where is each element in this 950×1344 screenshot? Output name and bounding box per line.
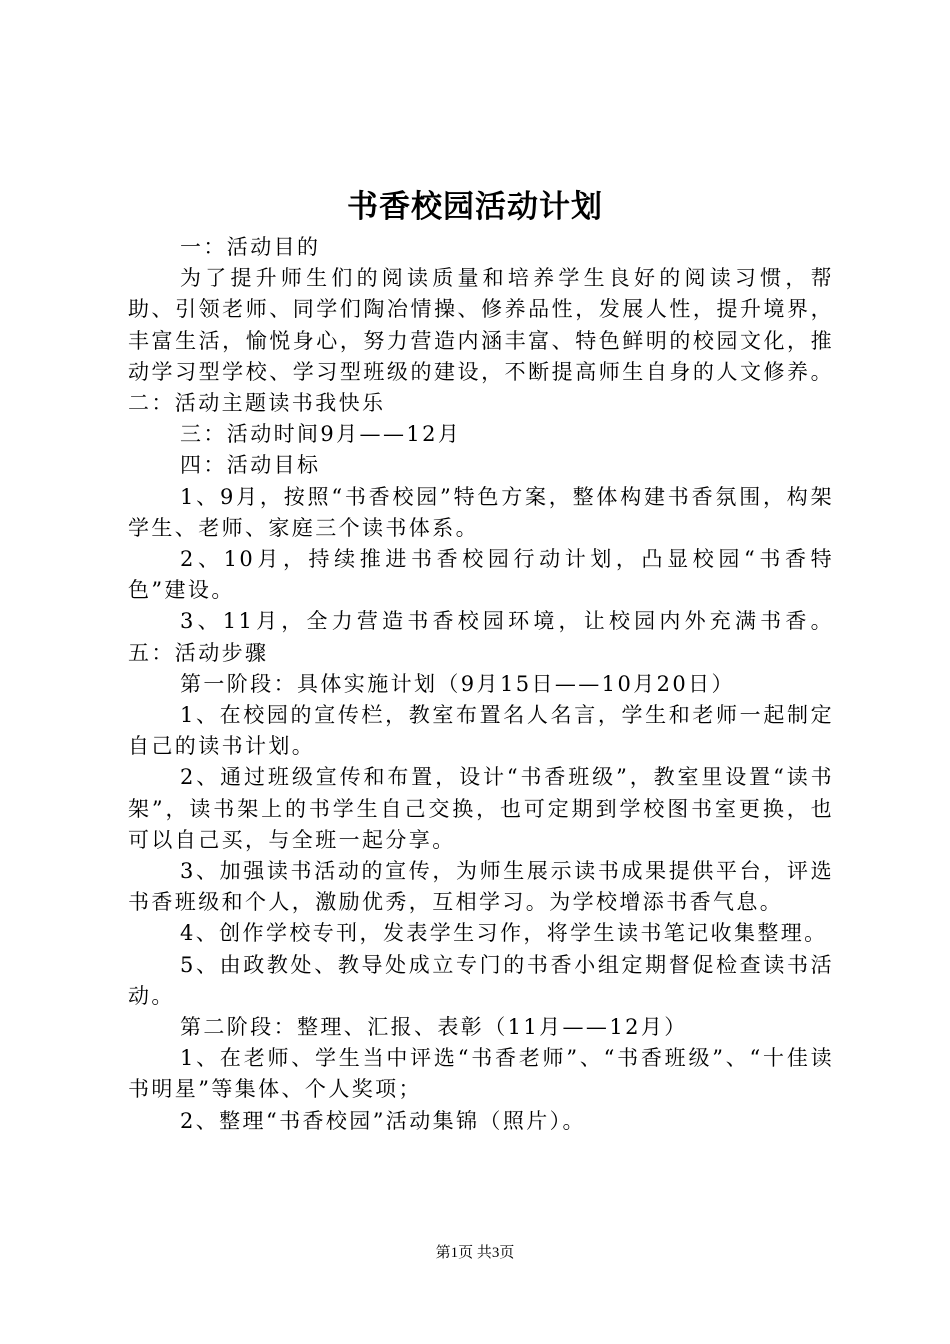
stage-two-item-1: 1、在老师、学生当中评选“书香老师”、“书香班级”、“十佳读书明星”等集体、个人奖项； [128, 1046, 834, 1102]
section-heading-time: 三：活动时间9月——12月 [180, 422, 462, 447]
stage-one-item-3: 3、加强读书活动的宣传，为师生展示读书成果提供平台，评选书香班级和个人，激励优秀，互相学习。为学校增添书香气息。 [128, 859, 834, 915]
stage-one-item-1: 1、在校园的宣传栏，教室布置名人名言，学生和老师一起制定自己的读书计划。 [128, 703, 834, 759]
stage-two-item-2: 2、整理“书香校园”活动集锦（照片）。 [180, 1108, 586, 1133]
goal-item-3: 3、11月，全力营造书香校园环境，让校园内外充满书香。五：活动步骤 [128, 609, 834, 665]
page-footer: 第1页 共3页 [435, 1245, 515, 1261]
stage-one-item-2: 2、通过班级宣传和布置，设计“书香班级”，教室里设置“读书架”，读书架上的书学生自己交换，也可定期到学校图书室更换，也可以自己买，与全班一起分享。 [128, 765, 834, 852]
stage-one-item-4: 4、创作学校专刊，发表学生习作，将学生读书笔记收集整理。 [180, 921, 828, 946]
stage-one-heading: 第一阶段：具体实施计划（9月15日——10月20日） [180, 671, 735, 696]
stage-two-heading: 第二阶段：整理、汇报、表彰（11月——12月） [180, 1015, 688, 1040]
goal-item-2: 2、10月，持续推进书香校园行动计划，凸显校园“书香特色”建设。 [128, 547, 834, 603]
goal-item-1: 1、9月，按照“书香校园”特色方案，整体构建书香氛围，构架学生、老师、家庭三个读书体系。 [128, 484, 834, 540]
section-heading-purpose: 一：活动目的 [180, 235, 321, 259]
document-title: 书香校园活动计划 [347, 189, 603, 225]
section-heading-goals: 四：活动目标 [180, 453, 321, 478]
paragraph-purpose: 为了提升师生们的阅读质量和培养学生良好的阅读习惯，帮助、引领老师、同学们陶冶情操、修养品性，发展人性，提升境界，丰富生活，愉悦身心，努力营造内涵丰富、特色鲜明的校园文化，推动学习型学校、学习型班级的建设，不断提高师生自身的人文修养。二：活动主题读书我快乐 [128, 266, 834, 416]
document-body [128, 232, 834, 1137]
stage-one-item-5: 5、由政教处、教导处成立专门的书香小组定期督促检查读书活动。 [128, 952, 834, 1008]
